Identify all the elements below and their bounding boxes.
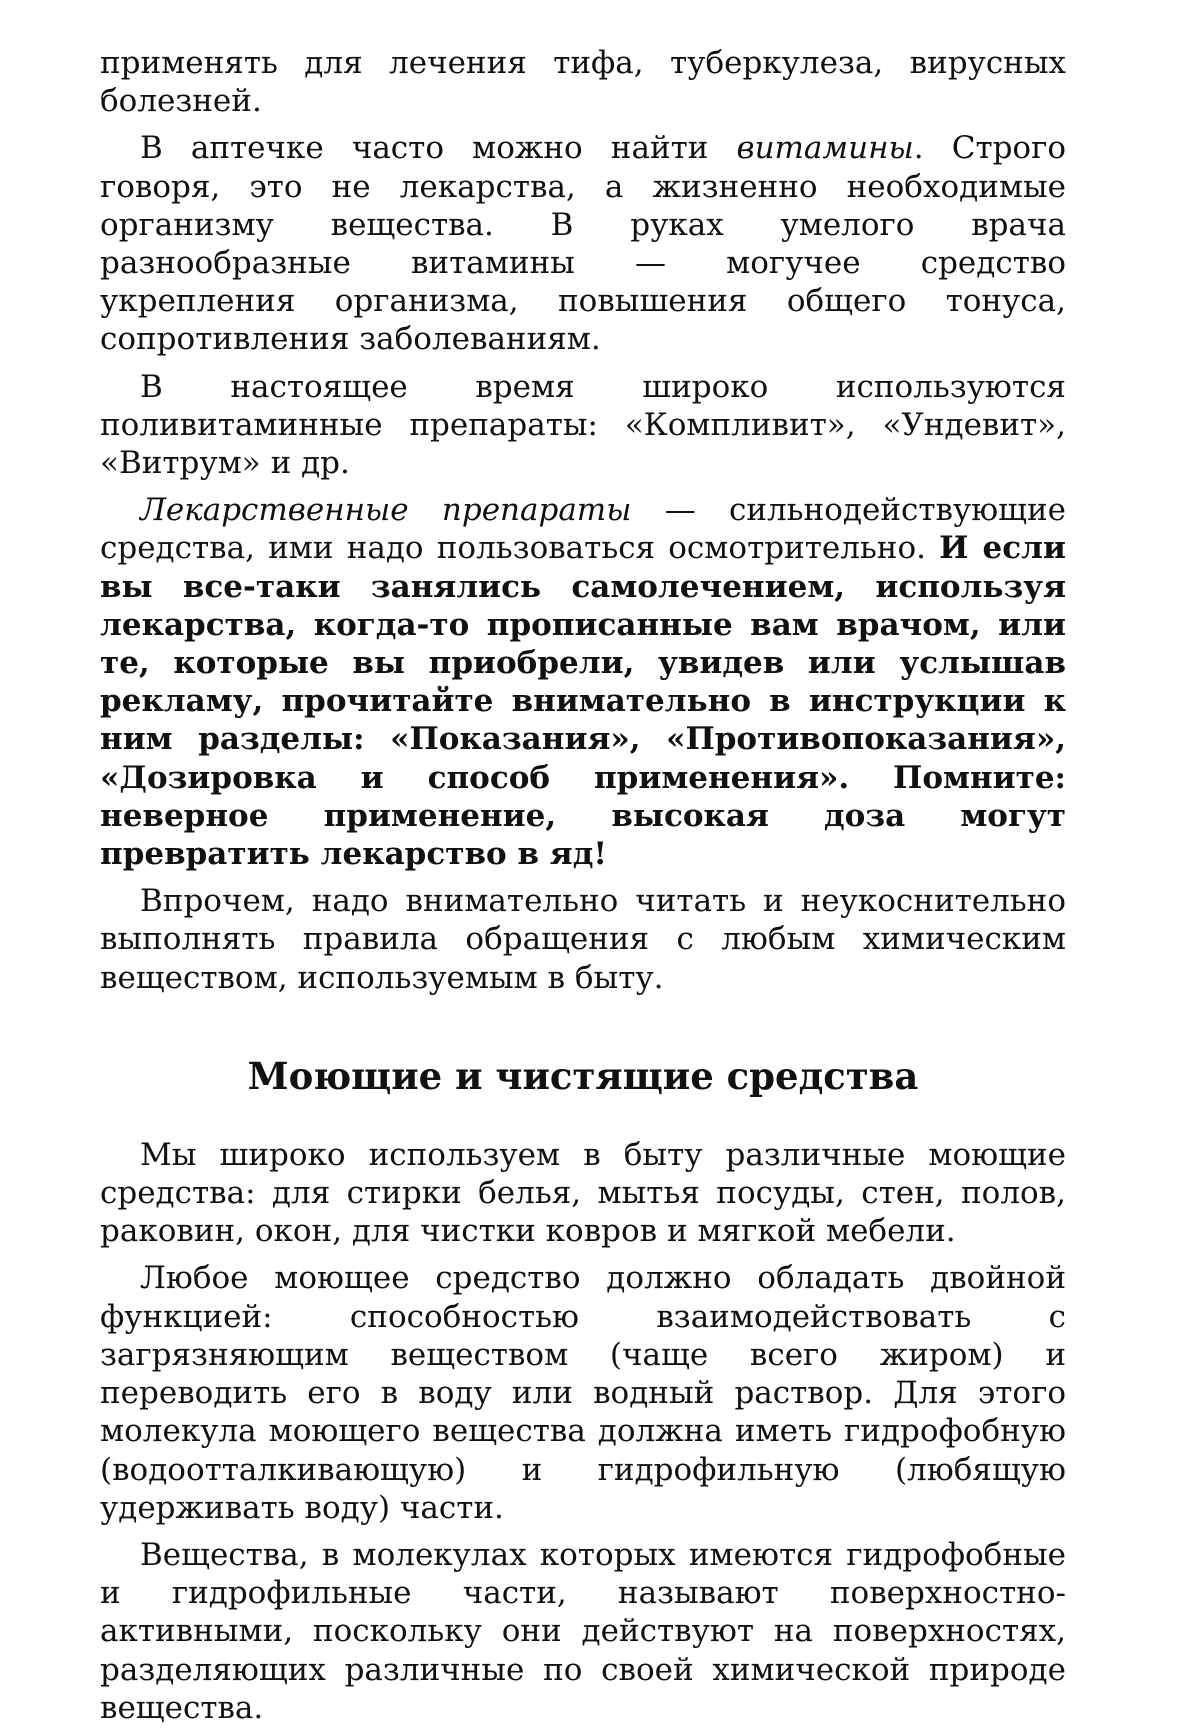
document-page — [100, 44, 1066, 1736]
paragraph-text: В аптечке часто можно найти — [140, 130, 737, 167]
paragraph-continuation — [100, 44, 1066, 120]
paragraph-medicines — [100, 491, 1066, 873]
paragraph-detergent-function — [100, 1259, 1066, 1526]
paragraph-text-bold: И если вы все-таки занялись самолечением, используя лекарства, когда-то прописанные вам врачом, или те, которые вы приобрели, увидев или услышав рекламу, прочитайте внимательно в инструкции к ним разделы: «Показания», «Противопоказания», «Дозировка и способ применения». Помните: неверное применение, высокая доза могут превратить лекарство в яд! — [100, 530, 1066, 873]
paragraph-text: В настоящее время широко используются поливитаминные препараты: «Компливит», «Ундевит», «Витрум» и др. — [100, 368, 1066, 482]
paragraph-text: — сильнодействующие средства, ими надо пользоваться осмотрительно. — [100, 492, 1067, 567]
paragraph-text: Впрочем, надо внимательно читать и неукоснительно выполнять правила обращения с любым химическим веществом, используемым в быту. — [100, 883, 1066, 996]
term-medicines: Лекарственные препараты — [140, 492, 632, 529]
paragraph-text: Любое моющее средство должно обладать двойной функцией: способностью взаимодействовать с загрязняющим веществом (чаще всего жиром) и переводить его в воду или водный раствор. Для этого молекула моющего вещества должна иметь гидрофобную (водоотталкивающую) и гидрофильную (любящую удерживать воду) части. — [100, 1260, 1066, 1526]
paragraph-text: . Строго говоря, это не лекарства, а жизненно необходимые организму вещества. В руках умелого врача разнообразные витамины — могучее средство укрепления организма, повышения общего тонуса, сопротивления заболеваниям. — [100, 130, 1067, 358]
paragraph-detergents-usage — [100, 1136, 1066, 1251]
paragraph-text: Вещества, в молекулах которых имеются гидрофобные и гидрофильные части, называют поверхностно-активными, поскольку они действуют на поверхностях, разделяющих различные по своей химической природе вещества. — [100, 1536, 1066, 1726]
paragraph-multivitamins — [100, 368, 1066, 483]
paragraph-text: применять для лечения тифа, туберкулеза, вирусных болезней. — [100, 45, 1066, 120]
paragraph-handling-rules — [100, 882, 1066, 997]
paragraph-surfactants — [100, 1536, 1066, 1727]
paragraph-vitamins — [100, 129, 1066, 358]
paragraph-text: Мы широко используем в быту различные моющие средства: для стирки белья, мытья посуды, стен, полов, раковин, окон, для чистки ковров и мягкой мебели. — [100, 1136, 1066, 1250]
section-heading: Моющие и чистящие средства — [247, 1053, 919, 1098]
term-vitamins: витамины — [736, 130, 914, 167]
